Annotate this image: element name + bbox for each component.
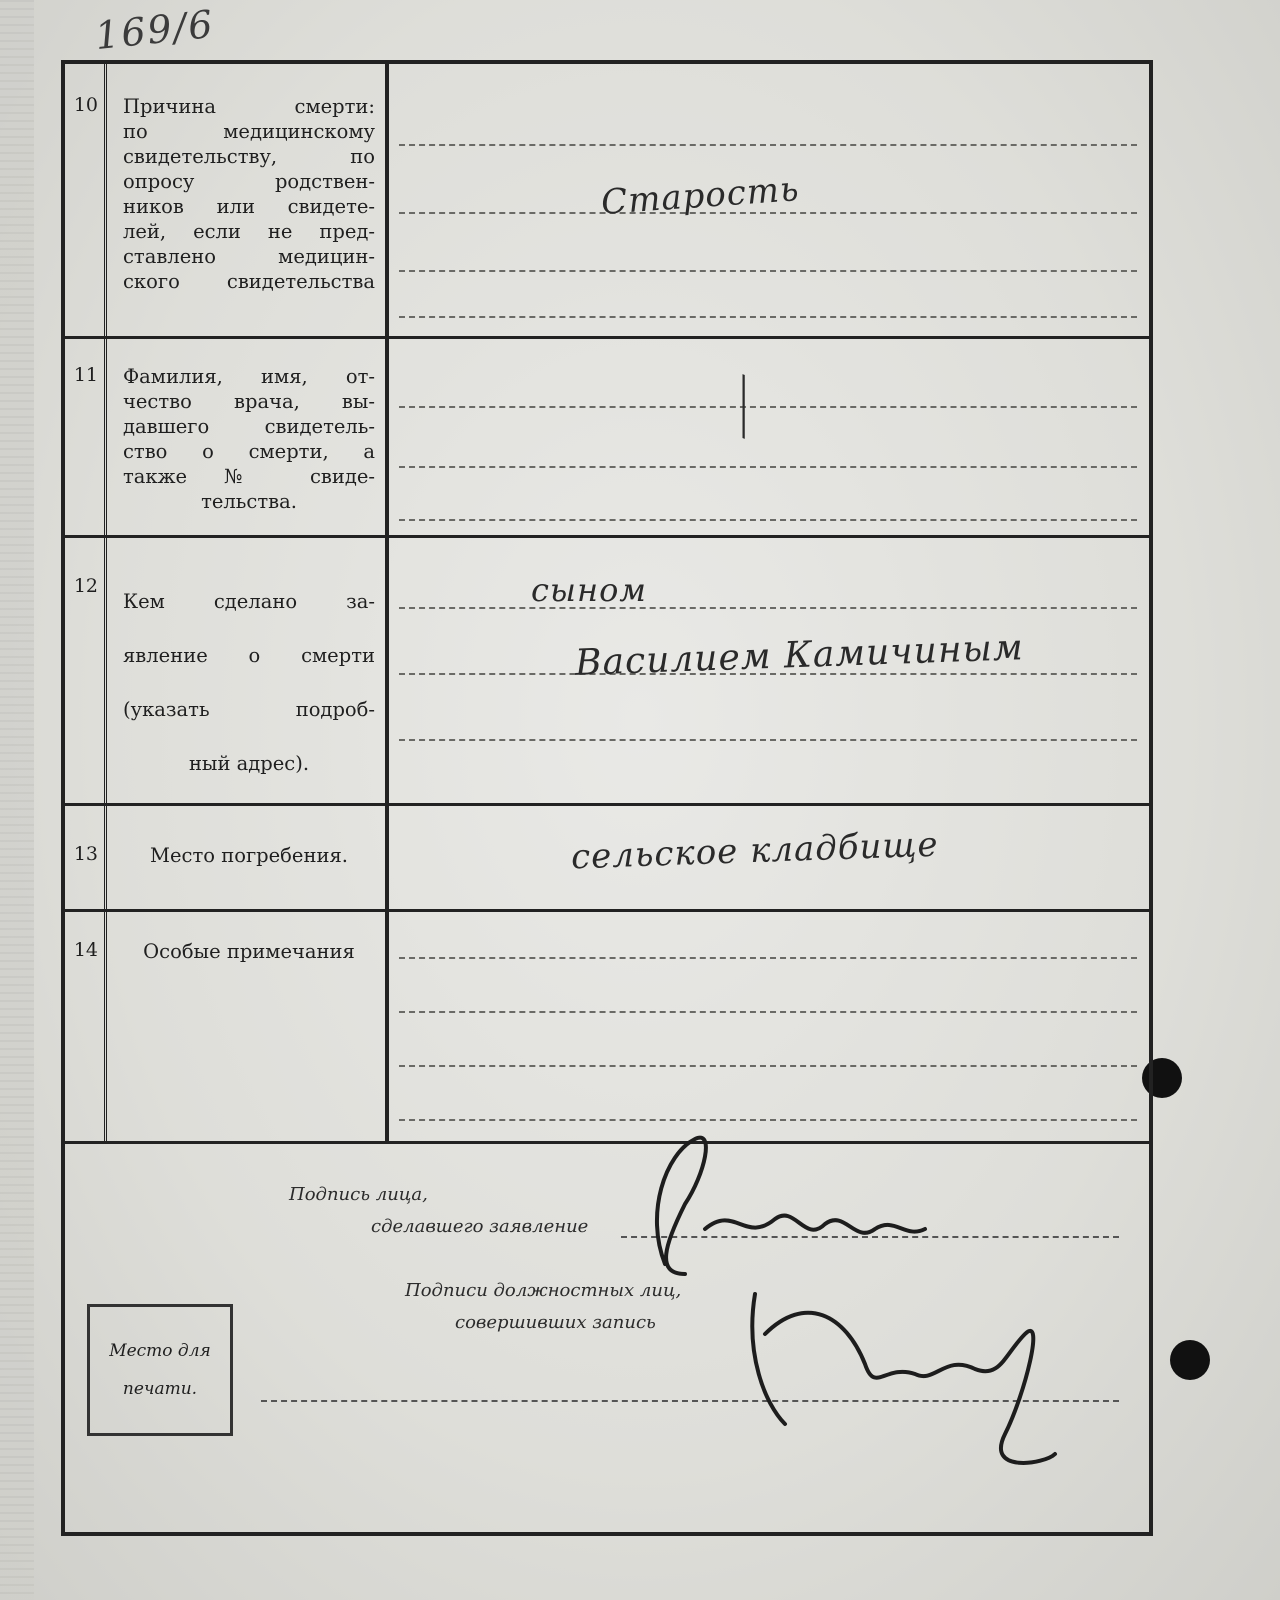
dotted-line — [399, 212, 1137, 214]
answer-area — [389, 803, 1149, 909]
answer-area — [389, 535, 1149, 803]
row-label — [107, 64, 389, 336]
dotted-line — [399, 144, 1137, 146]
label-line: давшего свидетель- — [123, 415, 375, 438]
label-line: ников или свидете- — [123, 195, 375, 218]
label-line: Фамилия, имя, от- — [123, 365, 375, 388]
row-number: 10 — [65, 64, 107, 336]
handwritten-entry: — — [726, 371, 767, 443]
label-line: Место погребения. — [150, 844, 348, 867]
row-number: 11 — [65, 336, 107, 535]
declarant-signature-label: Подпись лица, — [289, 1184, 428, 1205]
dotted-line — [399, 957, 1137, 959]
dotted-line — [399, 1119, 1137, 1121]
stamp-label: Место для — [109, 1341, 211, 1361]
row-number: 13 — [65, 803, 107, 909]
row-number: 12 — [65, 535, 107, 803]
stamp-place-box — [87, 1304, 233, 1436]
row-label — [107, 336, 389, 535]
row-special-notes — [65, 909, 1149, 1144]
label-line: опросу родствен- — [123, 170, 375, 193]
dotted-line — [399, 519, 1137, 521]
row-declarant — [65, 535, 1149, 806]
dotted-line — [399, 270, 1137, 272]
dotted-line — [399, 1065, 1137, 1067]
official-signature — [725, 1274, 1065, 1494]
archive-number: 169/6 — [93, 1, 217, 59]
handwritten-entry: сельское кладбище — [570, 824, 940, 878]
declarant-signature-label: сделавшего заявление — [371, 1216, 589, 1237]
label-line: Особые примечания — [143, 940, 355, 963]
row-label — [107, 535, 389, 803]
answer-area — [389, 64, 1149, 336]
label-line: по медицинскому — [123, 120, 375, 143]
punch-hole — [1170, 1340, 1210, 1380]
dotted-line — [399, 607, 1137, 609]
row-label — [107, 803, 389, 909]
officials-signature-label: Подписи должностных лиц, — [405, 1280, 682, 1301]
dotted-line — [399, 1011, 1137, 1013]
page-edge — [0, 0, 34, 1600]
dotted-line — [399, 739, 1137, 741]
label-line: чество врача, вы- — [123, 390, 375, 413]
declarant-signature — [625, 1134, 945, 1294]
dotted-line — [399, 466, 1137, 468]
label-line: явление о смерти — [123, 644, 375, 667]
dotted-line — [399, 316, 1137, 318]
handwritten-entry: сыном — [531, 571, 647, 609]
row-cause-of-death — [65, 64, 1149, 339]
label-line: Кем сделано за- — [123, 590, 375, 613]
stamp-label: печати. — [122, 1379, 198, 1399]
label-line: ство о смерти, а — [123, 440, 375, 463]
death-record-form — [61, 60, 1153, 1536]
label-line: лей, если не пред- — [123, 220, 375, 243]
row-label — [107, 909, 389, 1141]
label-line: Причина смерти: — [123, 95, 375, 118]
answer-area — [389, 909, 1149, 1141]
handwritten-entry: Старость — [599, 169, 801, 223]
label-line: (указать подроб- — [123, 698, 375, 721]
label-line: тельства. — [201, 490, 297, 513]
label-line: ского свидетельства — [123, 270, 375, 293]
row-number: 14 — [65, 909, 107, 1141]
handwritten-entry: Василием Камичиным — [574, 627, 1025, 684]
answer-area — [389, 336, 1149, 535]
label-line: свидетельству, по — [123, 145, 375, 168]
dotted-line — [399, 406, 1137, 408]
label-line: ставлено медицин- — [123, 245, 375, 268]
row-doctor — [65, 336, 1149, 538]
label-line: ный адрес). — [188, 752, 310, 775]
officials-signature-label: совершивших запись — [455, 1312, 656, 1333]
label-line: также № свиде- — [123, 465, 375, 488]
row-burial-place — [65, 803, 1149, 912]
